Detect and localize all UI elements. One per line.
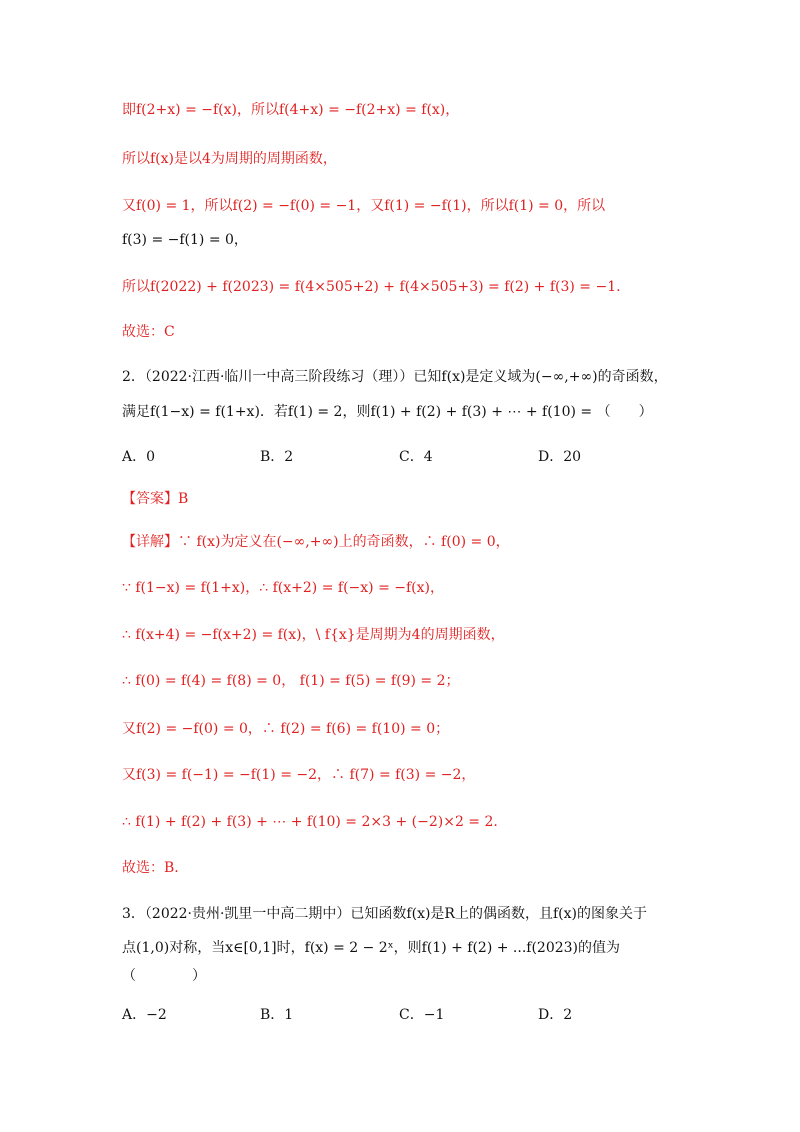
option-b: B．2 — [260, 449, 294, 465]
option-d: D．2 — [538, 1007, 573, 1023]
question-stem: 满足f(1−x) = f(1+x)．若f(1) = 2，则f(1) + f(2) + f(3) + ⋯ + f(10) = （ ） — [122, 404, 653, 420]
option-a: A．−2 — [122, 1007, 167, 1023]
question-stem: 3．（2022·贵州·凯里一中高二期中）已知函数f(x)是R上的偶函数，且f(x)的图象关于 — [122, 906, 647, 922]
question-stem: 2．（2022·江西·临川一中高三阶段练习（理））已知f(x)是定义域为(−∞,+∞)的奇函数， — [122, 369, 668, 385]
solution-line: f(3) = −f(1) = 0， — [122, 232, 248, 248]
option-d: D．20 — [538, 449, 582, 465]
option-a: A．0 — [122, 449, 156, 465]
question-stem: （ ） — [122, 968, 206, 984]
detail-line: ∴ f(0) = f(4) = f(8) = 0， f(1) = f(5) = f(9) = 2； — [122, 673, 460, 689]
answer-choice-text: 故选：C — [122, 324, 175, 340]
answer-label: 【答案】B — [122, 491, 189, 507]
detail-line: 又f(3) = f(−1) = −f(1) = −2，∴ f(7) = f(3) = −2， — [122, 767, 476, 783]
solution-line: 所以f(x)是以4为周期的周期函数， — [122, 151, 337, 167]
detail-line: 又f(2) = −f(0) = 0，∴ f(2) = f(6) = f(10) = 0； — [122, 721, 450, 737]
conclusion: 故选：B. — [122, 860, 179, 876]
detail-line: 【详解】∵ f(x)为定义在(−∞,+∞)上的奇函数，∴ f(0) = 0， — [122, 534, 510, 550]
detail-line: ∵ f(1−x) = f(1+x)，∴ f(x+2) = f(−x) = −f(x)， — [122, 580, 444, 596]
option-c: C．4 — [399, 449, 433, 465]
option-b: B．1 — [260, 1007, 294, 1023]
detail-line: ∴ f(1) + f(2) + f(3) + ⋯ + f(10) = 2×3 + (−2)×2 = 2. — [122, 814, 498, 830]
detail-line: ∴ f(x+4) = −f(x+2) = f(x)，\ f{x}是周期为4的周期函数， — [122, 627, 505, 643]
solution-line: 即f(2+x) = −f(x)，所以f(4+x) = −f(2+x) = f(x)， — [122, 102, 460, 118]
question-stem: 点(1,0)对称，当x∈[0,1]时，f(x) = 2 − 2ˣ，则f(1) + f(2) + ...f(2023)的值为 — [122, 940, 621, 956]
solution-line: 又f(0) = 1，所以f(2) = −f(0) = −1，又f(1) = −f(1)，所以f(1) = 0，所以 — [122, 198, 606, 214]
option-c: C．−1 — [399, 1007, 445, 1023]
solution-line: 所以f(2022) + f(2023) = f(4×505+2) + f(4×505+3) = f(2) + f(3) = −1. — [122, 279, 621, 295]
